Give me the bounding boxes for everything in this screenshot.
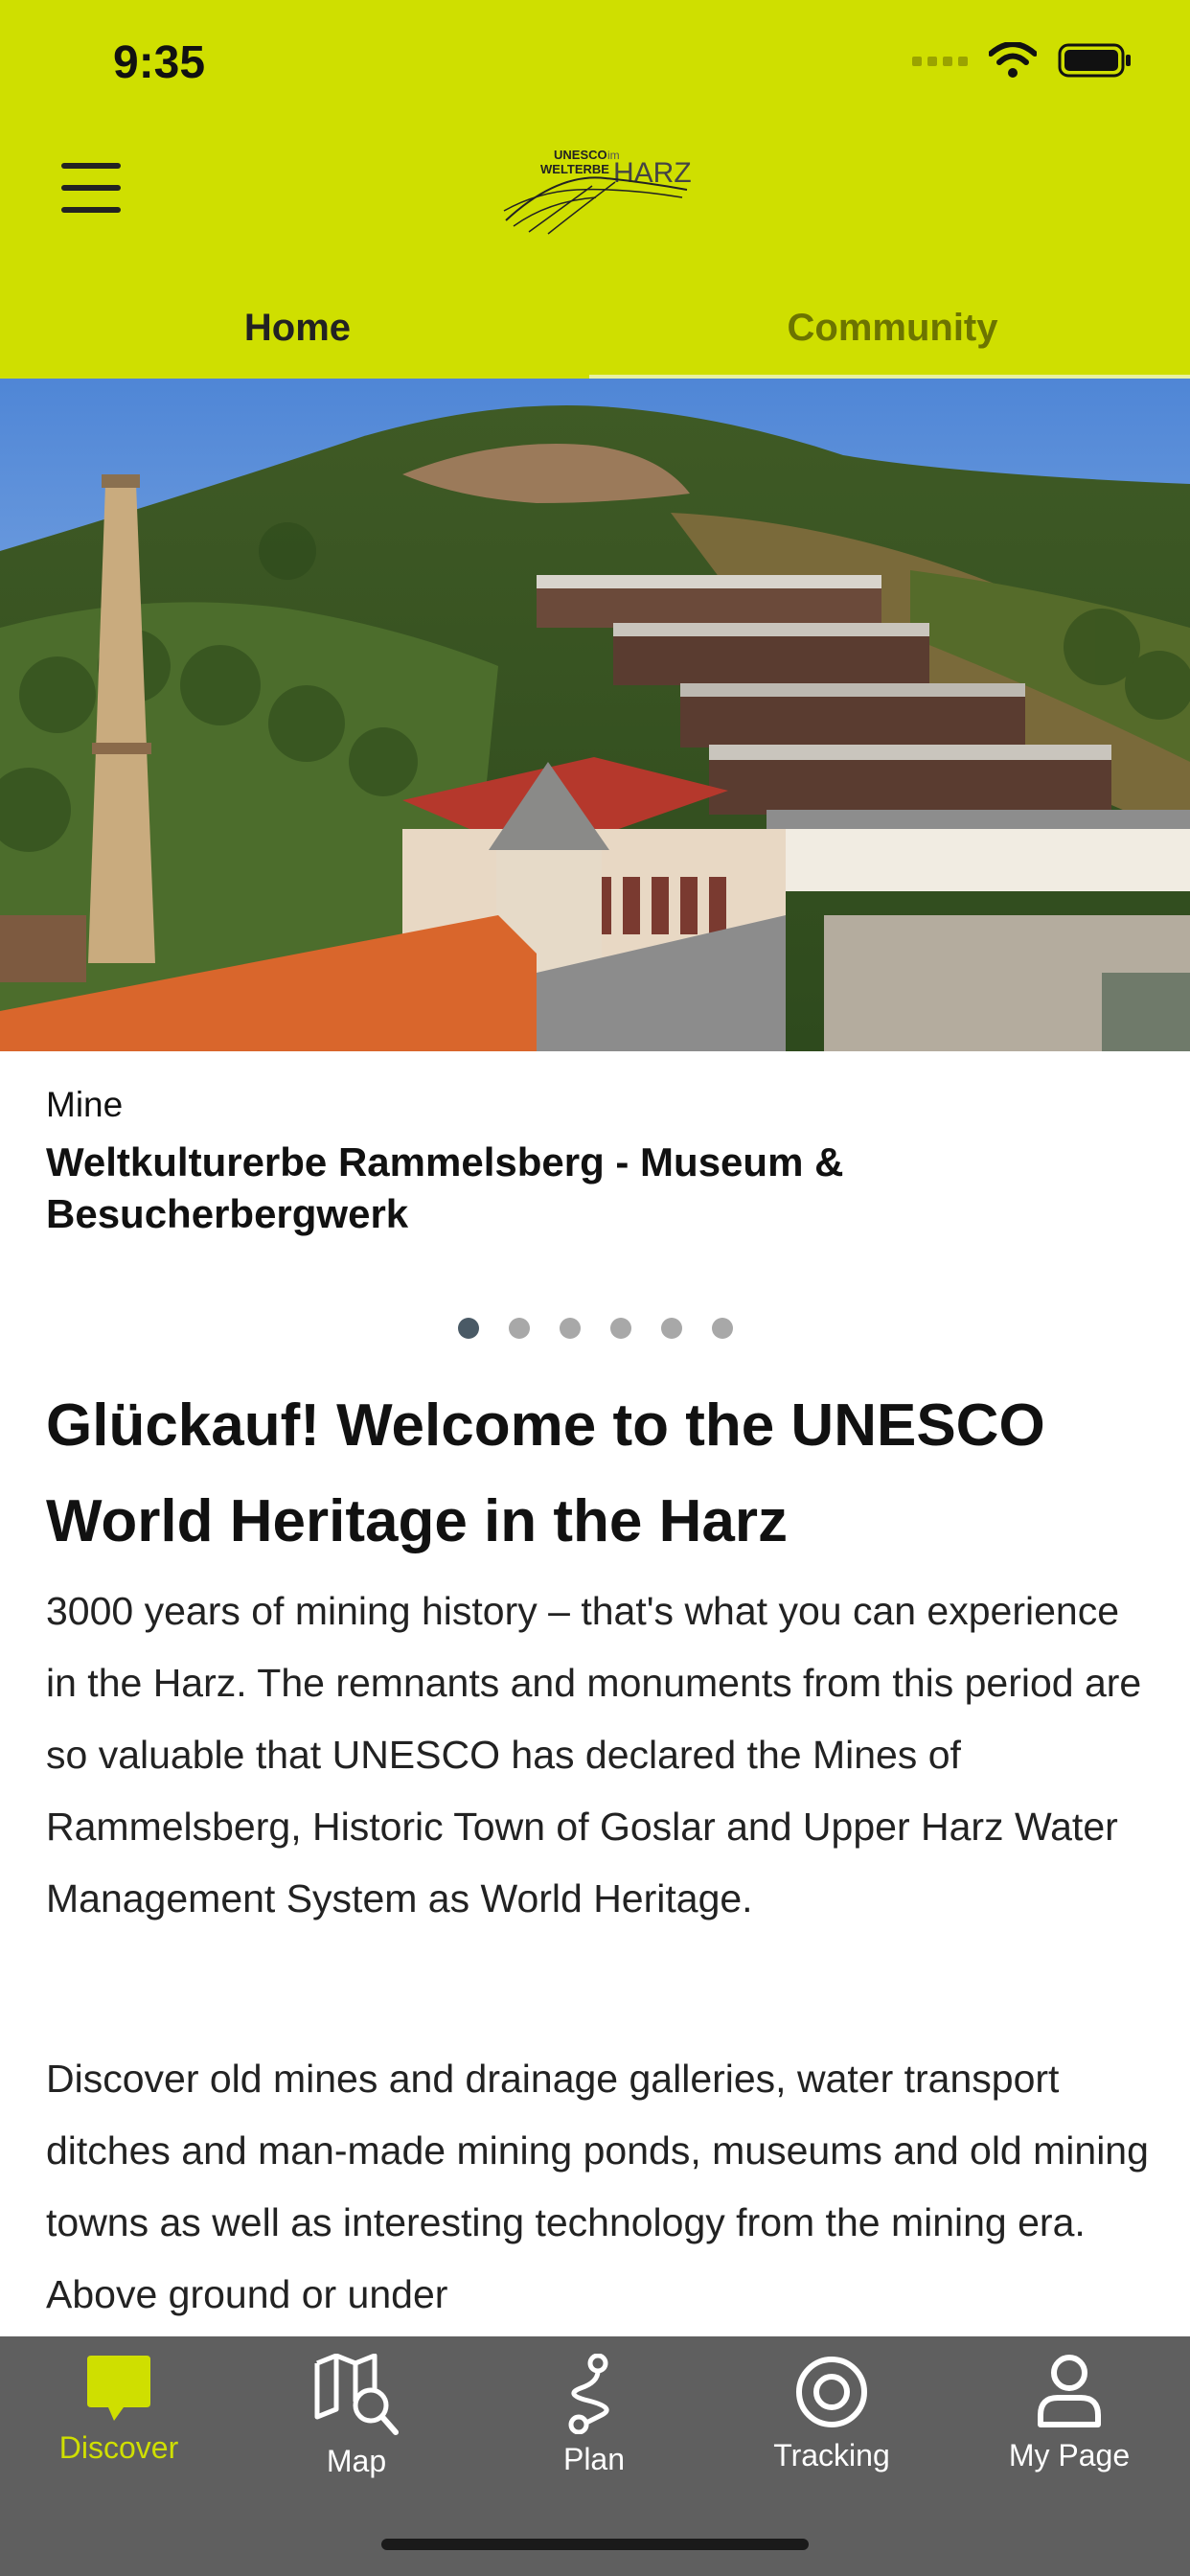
- target-icon: [793, 2354, 870, 2430]
- nav-my-page-label: My Page: [1008, 2438, 1131, 2472]
- user-icon: [1035, 2354, 1104, 2430]
- tab-bar: [0, 278, 1190, 379]
- nav-discover-label: Discover: [58, 2430, 179, 2465]
- nav-plan-label: Plan: [562, 2442, 626, 2476]
- nav-plan[interactable]: [475, 2354, 713, 2517]
- nav-discover[interactable]: [0, 2354, 238, 2517]
- menu-button[interactable]: [61, 161, 121, 215]
- carousel-dot-3[interactable]: [560, 1318, 581, 1339]
- welcome-headline: Glückauf! Welcome to the UNESCO World Heritage in the Harz: [46, 1392, 1045, 1554]
- place-category: Mine: [46, 1085, 124, 1124]
- svg-text:im: im: [607, 149, 620, 162]
- status-icons: [912, 42, 1133, 79]
- tab-home[interactable]: Home: [243, 307, 352, 349]
- hamburger-icon: [61, 161, 121, 215]
- carousel-dot-4[interactable]: [610, 1318, 631, 1339]
- map-search-icon: [313, 2354, 400, 2436]
- nav-tracking-label: Tracking: [773, 2438, 890, 2472]
- hero-image-rammelsberg[interactable]: [0, 379, 1190, 1051]
- carousel-dot-6[interactable]: [712, 1318, 733, 1339]
- app-header: [0, 0, 1190, 379]
- carousel-pagination: [0, 1318, 1190, 1339]
- unesco-harz-logo: [500, 144, 692, 236]
- tab-community[interactable]: Community: [787, 307, 998, 349]
- carousel-dot-2[interactable]: [509, 1318, 530, 1339]
- carousel-dot-1[interactable]: [458, 1318, 479, 1339]
- battery-icon: [1058, 42, 1133, 79]
- svg-text:WELTERBE: WELTERBE: [540, 162, 609, 176]
- nav-tracking[interactable]: [713, 2354, 950, 2517]
- status-time: 9:35: [113, 37, 206, 88]
- intro-paragraph: 3000 years of mining history – that's what you can experience in the Harz. The remnants and monuments from this period are so valuable that UNESCO has declared the Mines of Rammelsberg, Historic Town of Goslar and Upper Harz Water Management System as World Heritage.: [46, 1589, 1142, 1920]
- svg-text:UNESCO: UNESCO: [554, 148, 607, 162]
- route-icon: [560, 2354, 629, 2434]
- home-indicator[interactable]: [381, 2539, 809, 2550]
- carousel-dot-5[interactable]: [661, 1318, 682, 1339]
- signal-icon: [912, 54, 968, 67]
- nav-map-label: Map: [326, 2444, 387, 2478]
- nav-map[interactable]: [238, 2354, 475, 2517]
- nav-my-page[interactable]: [950, 2354, 1188, 2517]
- discover-paragraph: Discover old mines and drainage galleries, water transport ditches and man-made mining ponds, museums and old mining towns as well as interesting technology from the mining era. Above ground or under: [46, 2057, 1149, 2316]
- svg-text:HARZ: HARZ: [613, 157, 692, 189]
- wifi-icon: [989, 42, 1037, 79]
- place-title[interactable]: Weltkulturerbe Rammelsberg - Museum & Besucherbergwerk: [46, 1139, 844, 1236]
- chat-bubble-icon: [85, 2354, 152, 2423]
